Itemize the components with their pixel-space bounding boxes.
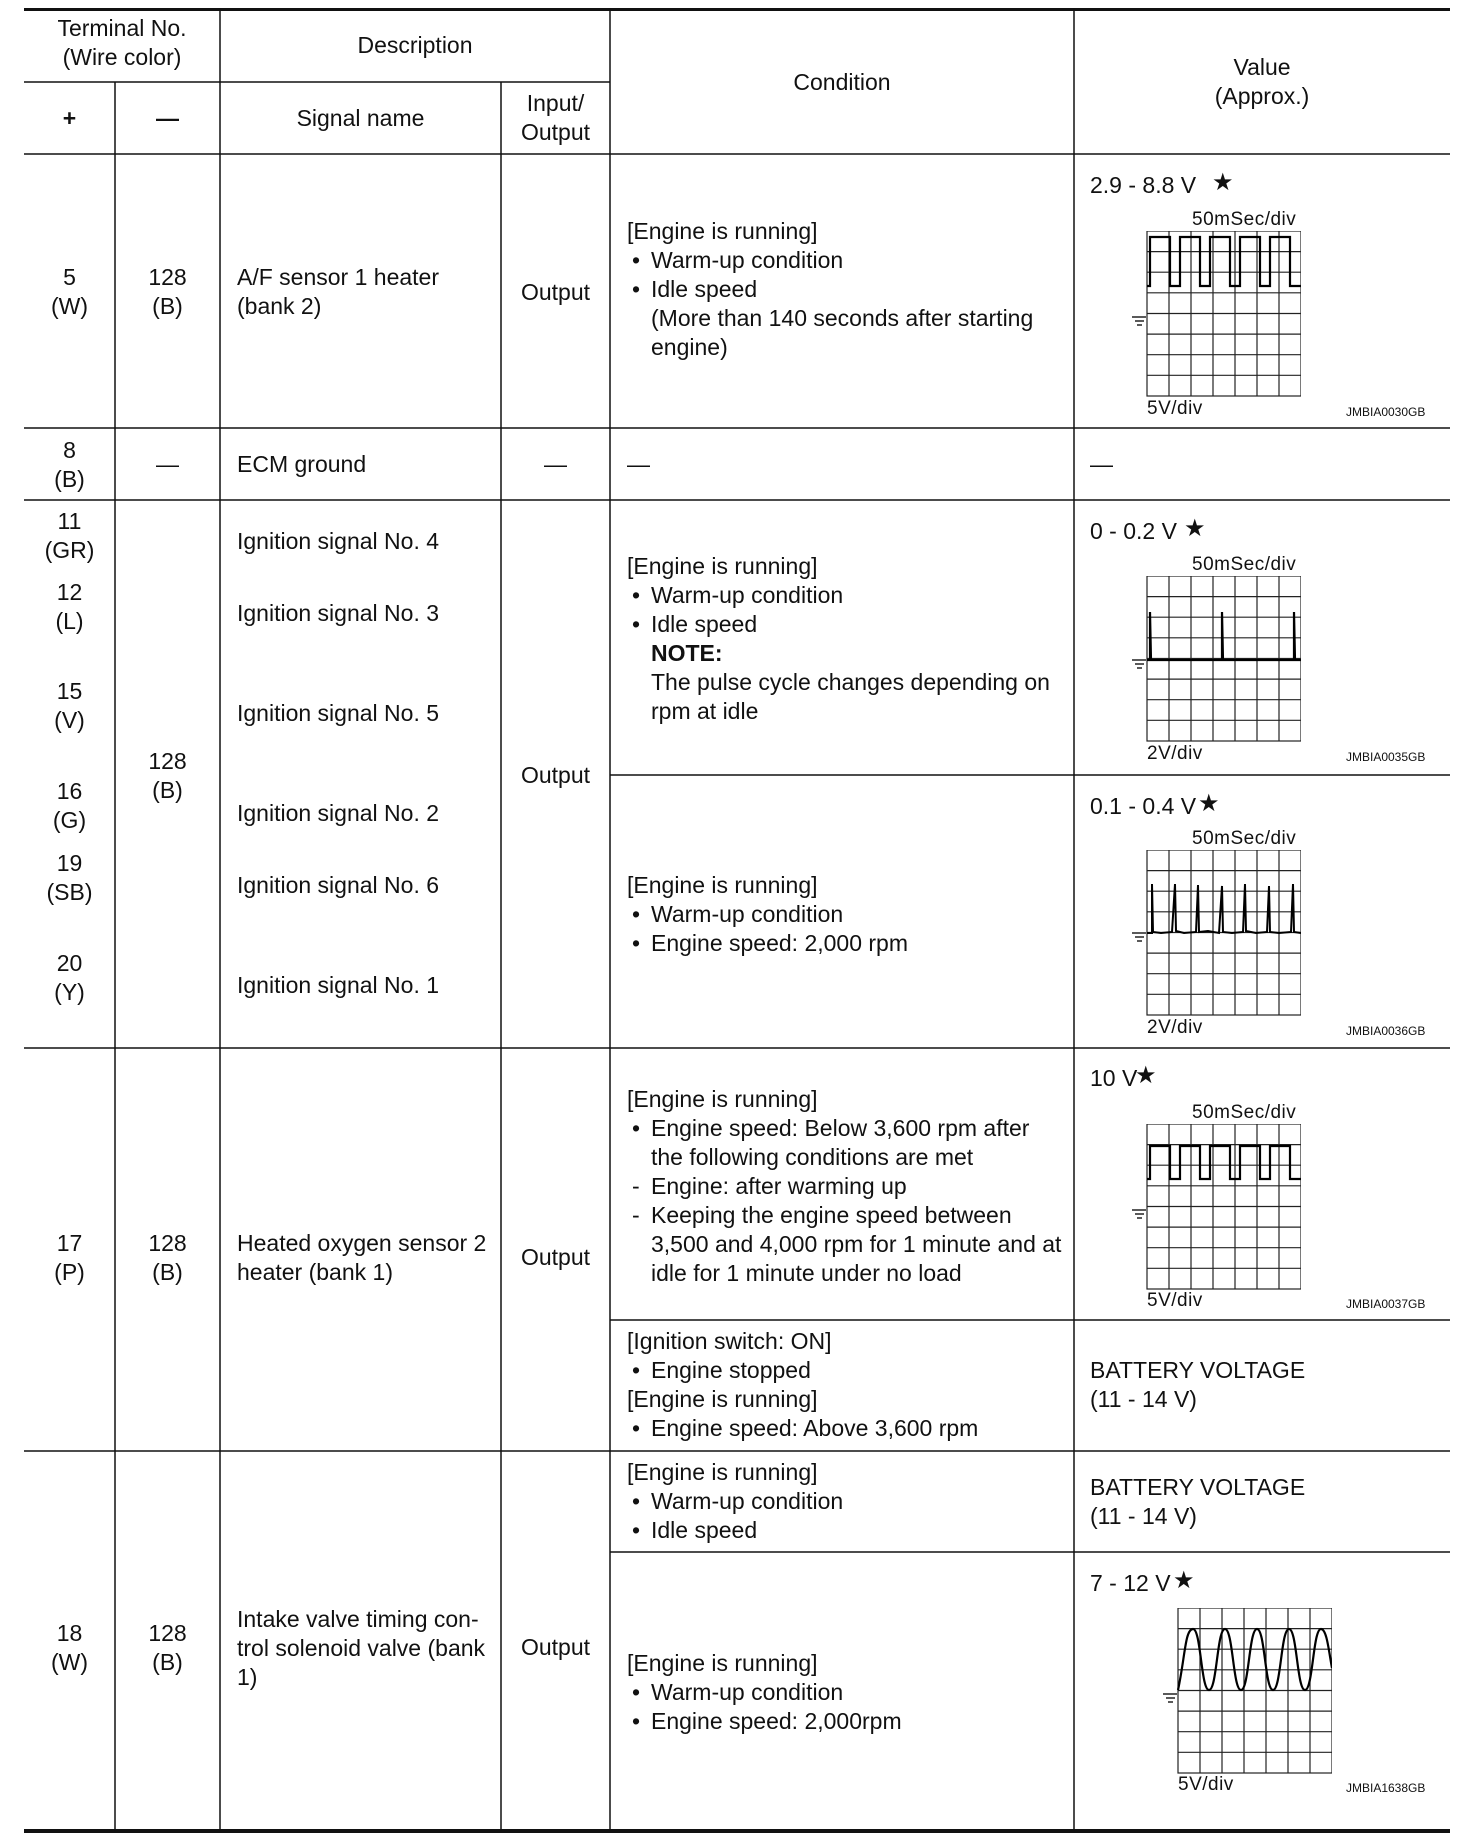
row1-minus-color: (B) bbox=[152, 293, 183, 319]
row1-value: 2.9 - 8.8 V bbox=[1090, 172, 1197, 198]
row3-terminal-number: 19 bbox=[56, 850, 83, 876]
row2-plus-number: 8 bbox=[63, 437, 76, 463]
row5-signal-line-3: 1) bbox=[237, 1664, 258, 1690]
row1-time-div: 50mSec/div bbox=[1192, 209, 1297, 230]
row3a-figure-code: JMBIA0035GB bbox=[1346, 750, 1426, 764]
row3a-time-div: 50mSec/div bbox=[1192, 554, 1297, 575]
row3-terminal-number: 11 bbox=[57, 508, 82, 534]
row5a-cond-item: Warm-up condition bbox=[651, 1488, 844, 1514]
row1-volt-div: 5V/div bbox=[1147, 398, 1203, 419]
header-value-line-1: Value bbox=[1233, 54, 1291, 80]
row3-terminal-color: (GR) bbox=[44, 537, 95, 563]
row3a-value: 0 - 0.2 V bbox=[1090, 518, 1177, 544]
row5a-cond-bullet: • bbox=[632, 1517, 641, 1543]
row4a-cond-item: Keeping the engine speed between bbox=[651, 1202, 1012, 1228]
row3-terminal-color: (Y) bbox=[54, 979, 85, 1005]
row3-signal: Ignition signal No. 3 bbox=[237, 600, 440, 626]
row1-io: Output bbox=[520, 279, 591, 305]
row5b-cond-bullet: • bbox=[632, 1679, 641, 1705]
row3b-oscilloscope-spike-wave bbox=[1126, 850, 1301, 1026]
row4b-cond-bullet: • bbox=[632, 1415, 641, 1441]
row1-plus-color: (W) bbox=[50, 293, 89, 319]
row1-signal-line-1: A/F sensor 1 heater bbox=[237, 264, 439, 290]
row5-plus-number: 18 bbox=[56, 1620, 83, 1646]
row4a-cond-dash: - bbox=[632, 1202, 640, 1228]
header-plus: + bbox=[62, 105, 77, 131]
header-terminal-line-2: (Wire color) bbox=[62, 44, 182, 70]
row3a-cond-bullet: • bbox=[632, 582, 641, 608]
row3-signal: Ignition signal No. 1 bbox=[237, 972, 440, 998]
row3-signal: Ignition signal No. 6 bbox=[237, 872, 440, 898]
row3-minus-number: 128 bbox=[148, 748, 187, 774]
row3a-note-text: rpm at idle bbox=[651, 698, 759, 724]
row4-plus-color: (P) bbox=[54, 1259, 85, 1285]
row5a-cond-item: Idle speed bbox=[651, 1517, 758, 1543]
row5b-cond-bullet: • bbox=[632, 1708, 641, 1734]
row3b-value: 0.1 - 0.4 V bbox=[1090, 793, 1197, 819]
row5b-oscilloscope-sine-wave bbox=[1157, 1608, 1332, 1784]
row5-signal-line-2: trol solenoid valve (bank bbox=[237, 1635, 486, 1661]
terminal-table bbox=[24, 8, 1450, 1834]
row5b-cond-item: Engine speed: 2,000rpm bbox=[651, 1708, 902, 1734]
row5b-cond-item: Warm-up condition bbox=[651, 1679, 844, 1705]
row1-cond-item: Warm-up condition bbox=[651, 247, 844, 273]
row3-terminal-color: (L) bbox=[55, 608, 84, 634]
row4a-cond-item: the following conditions are met bbox=[651, 1144, 974, 1170]
row3b-cond-item: Warm-up condition bbox=[651, 901, 844, 927]
row3-io: Output bbox=[520, 762, 591, 788]
star-icon: ★ bbox=[1212, 169, 1234, 196]
row1-minus-number: 128 bbox=[148, 264, 187, 290]
star-icon: ★ bbox=[1135, 1062, 1157, 1089]
row5a-value-line-2: (11 - 14 V) bbox=[1090, 1503, 1197, 1529]
header-signal-name: Signal name bbox=[296, 105, 425, 131]
row4-minus-number: 128 bbox=[148, 1230, 187, 1256]
row4a-value: 10 V bbox=[1090, 1065, 1138, 1091]
row3-signal: Ignition signal No. 4 bbox=[237, 528, 440, 554]
row3a-cond-item: Idle speed bbox=[651, 611, 758, 637]
row5b-cond-heading: [Engine is running] bbox=[627, 1650, 818, 1676]
row3a-cond-heading: [Engine is running] bbox=[627, 553, 818, 579]
row3-minus-color: (B) bbox=[152, 777, 183, 803]
row4b-cond-item: Engine speed: Above 3,600 rpm bbox=[651, 1415, 979, 1441]
row3-terminal-color: (G) bbox=[52, 807, 87, 833]
header-minus: — bbox=[156, 105, 179, 131]
row3-terminal-number: 12 bbox=[56, 579, 83, 605]
row1-cond-heading: [Engine is running] bbox=[627, 218, 818, 244]
row1-cond-note: engine) bbox=[651, 334, 728, 360]
row4b-cond-item: Engine stopped bbox=[651, 1357, 811, 1383]
header-terminal-line-1: Terminal No. bbox=[57, 15, 187, 41]
row4a-cond-dash: - bbox=[632, 1173, 640, 1199]
row4a-time-div: 50mSec/div bbox=[1192, 1102, 1297, 1123]
row4a-cond-item: idle for 1 minute under no load bbox=[651, 1260, 962, 1286]
row4-signal-line-2: heater (bank 1) bbox=[237, 1259, 393, 1285]
row5a-cond-heading: [Engine is running] bbox=[627, 1459, 818, 1485]
star-icon: ★ bbox=[1184, 515, 1206, 542]
row5b-volt-div: 5V/div bbox=[1178, 1774, 1234, 1795]
row1-oscilloscope-square-wave bbox=[1126, 231, 1301, 407]
row3b-cond-heading: [Engine is running] bbox=[627, 872, 818, 898]
row4a-volt-div: 5V/div bbox=[1147, 1290, 1203, 1311]
row3b-cond-bullet: • bbox=[632, 930, 641, 956]
row1-plus-number: 5 bbox=[63, 264, 76, 290]
row4-signal-line-1: Heated oxygen sensor 2 bbox=[237, 1230, 487, 1256]
row1-cond-item: Idle speed bbox=[651, 276, 758, 302]
row3-signal: Ignition signal No. 5 bbox=[237, 700, 440, 726]
row4b-cond-heading: [Ignition switch: ON] bbox=[627, 1328, 832, 1354]
row3b-volt-div: 2V/div bbox=[1147, 1017, 1203, 1038]
row5-plus-color: (W) bbox=[50, 1649, 89, 1675]
row1-signal-line-2: (bank 2) bbox=[237, 293, 322, 319]
header-condition: Condition bbox=[793, 69, 891, 95]
row4-io: Output bbox=[520, 1244, 591, 1270]
row2-signal: ECM ground bbox=[237, 451, 367, 477]
row1-cond-bullet: • bbox=[632, 247, 641, 273]
row4b-value-line-1: BATTERY VOLTAGE bbox=[1090, 1357, 1306, 1383]
row3-terminal-number: 16 bbox=[56, 778, 83, 804]
row4b-value-line-2: (11 - 14 V) bbox=[1090, 1386, 1197, 1412]
row3-terminal-number: 20 bbox=[56, 950, 83, 976]
row3-signal: Ignition signal No. 2 bbox=[237, 800, 440, 826]
row3-terminal-number: 15 bbox=[56, 678, 83, 704]
row3b-figure-code: JMBIA0036GB bbox=[1346, 1024, 1426, 1038]
row5-minus-number: 128 bbox=[148, 1620, 187, 1646]
header-value-line-2: (Approx.) bbox=[1214, 83, 1310, 109]
row4a-cond-bullet: • bbox=[632, 1115, 641, 1141]
row4a-figure-code: JMBIA0037GB bbox=[1346, 1297, 1426, 1311]
row5-minus-color: (B) bbox=[152, 1649, 183, 1675]
row3b-cond-item: Engine speed: 2,000 rpm bbox=[651, 930, 909, 956]
row2-plus-color: (B) bbox=[54, 466, 85, 492]
row4-minus-color: (B) bbox=[152, 1259, 183, 1285]
row5a-cond-bullet: • bbox=[632, 1488, 641, 1514]
row5-signal-line-1: Intake valve timing con- bbox=[237, 1606, 479, 1632]
row3a-note-label: NOTE: bbox=[651, 640, 723, 666]
header-io-line-2: Output bbox=[520, 119, 591, 145]
row1-figure-code: JMBIA0030GB bbox=[1346, 405, 1426, 419]
row3-terminal-color: (V) bbox=[54, 707, 85, 733]
row4a-oscilloscope-square-wave bbox=[1126, 1124, 1301, 1300]
header-description: Description bbox=[357, 32, 473, 58]
row2-io: — bbox=[544, 451, 567, 477]
row3a-oscilloscope-spike-wave bbox=[1126, 576, 1301, 752]
row1-cond-note: (More than 140 seconds after starting bbox=[651, 305, 1034, 331]
row3a-cond-item: Warm-up condition bbox=[651, 582, 844, 608]
row4b-cond-heading: [Engine is running] bbox=[627, 1386, 818, 1412]
header-io-line-1: Input/ bbox=[526, 90, 585, 116]
row3b-time-div: 50mSec/div bbox=[1192, 828, 1297, 849]
row5a-value-line-1: BATTERY VOLTAGE bbox=[1090, 1474, 1306, 1500]
star-icon: ★ bbox=[1198, 790, 1220, 817]
row2-minus: — bbox=[156, 451, 179, 477]
row5-io: Output bbox=[520, 1634, 591, 1660]
row5b-figure-code: JMBIA1638GB bbox=[1346, 1781, 1426, 1795]
row4a-cond-item: 3,500 and 4,000 rpm for 1 minute and at bbox=[651, 1231, 1062, 1257]
star-icon: ★ bbox=[1173, 1567, 1195, 1594]
row4a-cond-item: Engine speed: Below 3,600 rpm after bbox=[651, 1115, 1030, 1141]
row2-value: — bbox=[1090, 451, 1113, 477]
row3a-note-text: The pulse cycle changes depending on bbox=[651, 669, 1050, 695]
row4b-cond-bullet: • bbox=[632, 1357, 641, 1383]
row5b-value: 7 - 12 V bbox=[1090, 1570, 1171, 1596]
row2-condition: — bbox=[627, 451, 650, 477]
row3a-volt-div: 2V/div bbox=[1147, 743, 1203, 764]
row3a-cond-bullet: • bbox=[632, 611, 641, 637]
row4-plus-number: 17 bbox=[56, 1230, 83, 1256]
row4a-cond-item: Engine: after warming up bbox=[651, 1173, 907, 1199]
row1-cond-bullet: • bbox=[632, 276, 641, 302]
row3-terminal-color: (SB) bbox=[46, 879, 93, 905]
row3b-cond-bullet: • bbox=[632, 901, 641, 927]
row4a-cond-heading: [Engine is running] bbox=[627, 1086, 818, 1112]
